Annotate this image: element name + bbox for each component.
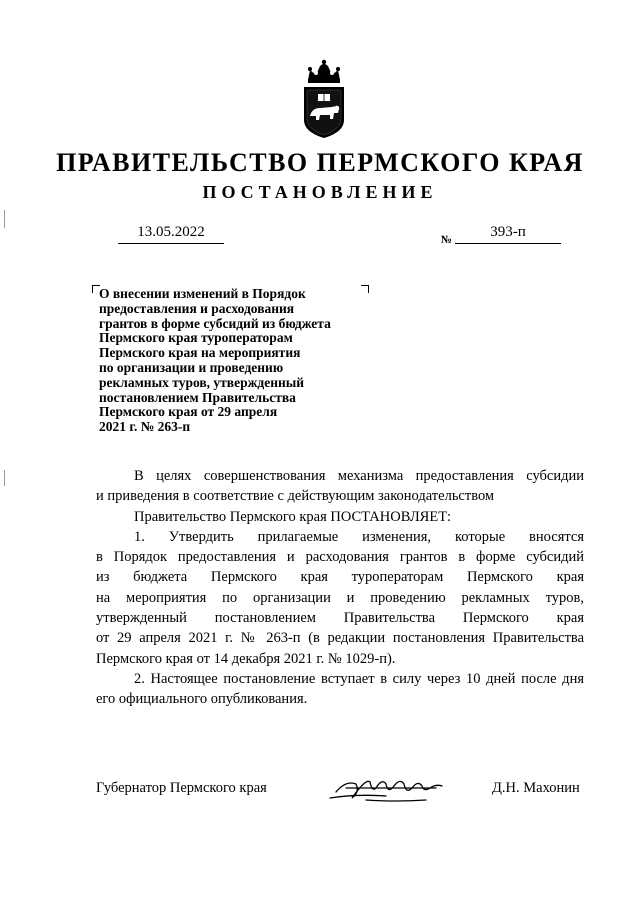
paragraph-line: из бюджета Пермского края туроператорам Пермского края — [96, 569, 584, 586]
government-title: ПРАВИТЕЛЬСТВО ПЕРМСКОГО КРАЯ — [56, 148, 584, 177]
subject-line: постановлением Правительства — [99, 389, 296, 405]
scan-edge-mark — [4, 470, 5, 486]
handwritten-signature — [326, 770, 466, 806]
document-number: 393-п — [455, 224, 561, 244]
document-type: ПОСТАНОВЛЕНИЕ — [202, 182, 438, 202]
number-label: № — [441, 234, 453, 246]
paragraph-line: и приведения в соответствие с действующим законодательством — [96, 488, 495, 505]
document-subject — [99, 287, 369, 435]
paragraph-line: его официального опубликования. — [96, 691, 308, 708]
coat-of-arms-emblem — [296, 58, 352, 140]
paragraph-line: В целях совершенствования механизма предоставления субсидии — [134, 468, 584, 484]
document-date: 13.05.2022 — [118, 224, 224, 244]
subject-line: О внесении изменений в Порядок — [99, 286, 306, 301]
subject-line: 2021 г. № 263-п — [99, 419, 191, 435]
paragraph-line: Пермского края от 14 декабря 2021 г. № 1029-п). — [96, 650, 396, 667]
scan-edge-mark — [4, 210, 5, 228]
subject-line: Пермского края от 29 апреля — [99, 404, 278, 420]
subject-line: грантов в форме субсидий из бюджета — [99, 315, 331, 331]
subject-line: по организации и проведению — [99, 359, 284, 375]
paragraph-line: в Порядок предоставления и расходования грантов в форме субсидий — [96, 549, 584, 566]
paragraph-line: 2. Настоящее постановление вступает в силу через 10 дней после дня — [134, 670, 584, 687]
paragraph-line: утвержденный постановлением Правительства Пермского края — [96, 610, 584, 627]
signatory-name: Д.Н. Махонин — [492, 780, 580, 796]
paragraph-line: 1. Утвердить прилагаемые изменения, которые вносятся — [134, 528, 584, 545]
subject-line: предоставления и расходования — [99, 300, 295, 316]
document-body — [96, 466, 584, 710]
paragraph-line: на мероприятия по организации и проведению рекламных туров, — [96, 589, 584, 606]
subject-line: Пермского края на мероприятия — [99, 345, 301, 361]
signatory-position: Губернатор Пермского края — [96, 780, 267, 796]
paragraph-line: от 29 апреля 2021 г. № 263-п (в редакции постановления Правительства — [96, 630, 584, 647]
paragraph-line: Правительство Пермского края ПОСТАНОВЛЯЕТ: — [134, 508, 452, 525]
subject-line: рекламных туров, утвержденный — [99, 374, 305, 390]
subject-line: Пермского края туроператорам — [99, 330, 293, 346]
